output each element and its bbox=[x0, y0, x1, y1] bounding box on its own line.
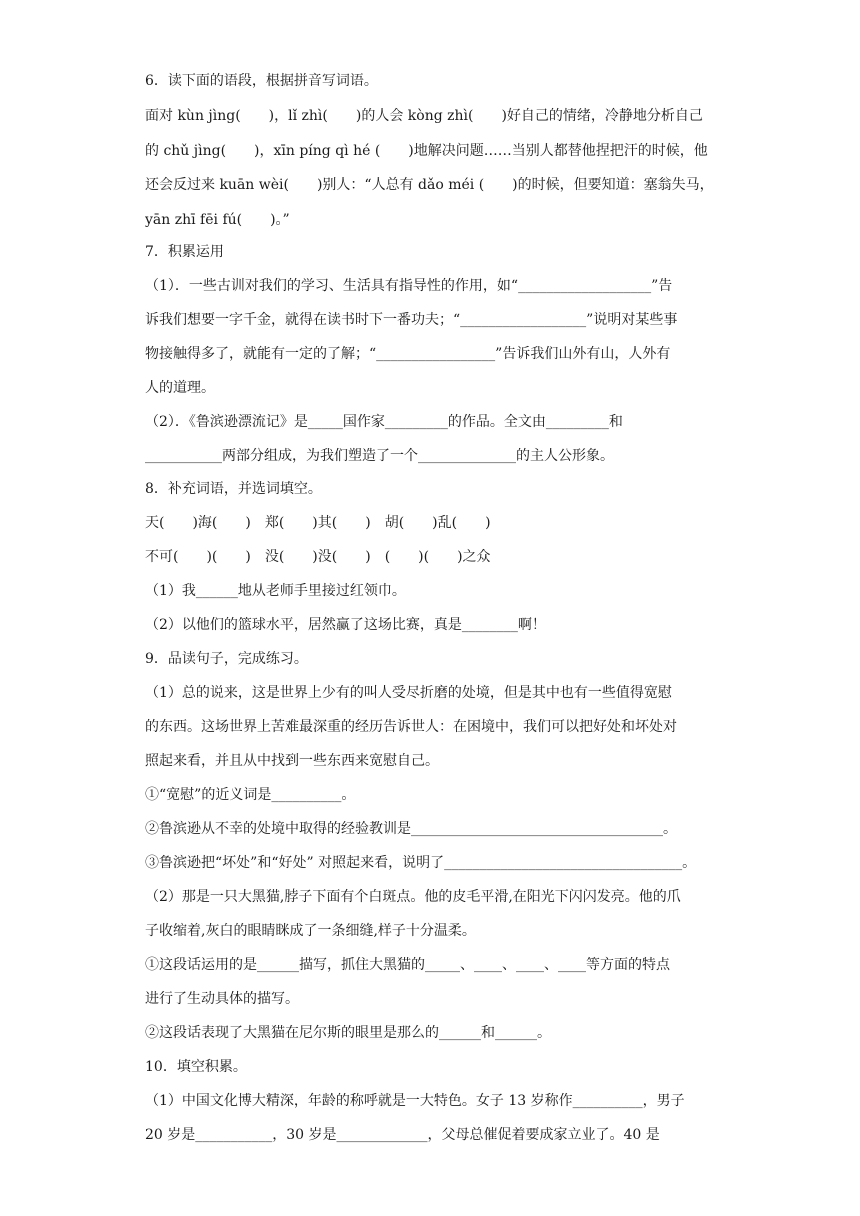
q7-p2-line-1: （2）．《鲁滨逊漂流记》是_____国作家_________的作品。全文由_________和 bbox=[145, 414, 623, 430]
q10-line-2: 20 岁是___________，30 岁是_____________，父母总催促着要成家立业了。40 是 bbox=[145, 1127, 660, 1143]
q9-sub2-line-3: ②这段话表现了大黑猫在尼尔斯的眼里是那么的______和______。 bbox=[145, 1025, 551, 1041]
q8-title: 8．补充词语，并选词填空。 bbox=[145, 481, 322, 497]
q10-line-1: （1）中国文化博大精深，年龄的称呼就是一大特色。女子 13 岁称作__________，男子 bbox=[145, 1093, 685, 1109]
q9-p2-line-2: 子收缩着,灰白的眼睛眯成了一条细缝,样子十分温柔。 bbox=[145, 923, 476, 939]
q6-line-4: yān zhī fēi fú( )。” bbox=[145, 212, 290, 228]
q8-sentence-1: （1）我______地从老师手里接过红领巾。 bbox=[145, 583, 406, 599]
q7-p1-line-1: （1）．一些古训对我们的学习、生活具有指导性的作用，如“___________________”告 bbox=[145, 278, 673, 294]
q9-p1-line-3: 照起来看，并且从中找到一些东西来宽慰自己。 bbox=[145, 753, 439, 769]
q10-title: 10．填空积累。 bbox=[145, 1059, 247, 1075]
q6-title: 6．读下面的语段，根据拼音写词语。 bbox=[145, 73, 378, 89]
q9-p1-line-2: 的东西。这场世界上苦难最深重的经历告诉世人：在困境中，我们可以把好处和坏处对 bbox=[145, 719, 677, 735]
q8-sentence-2: （2）以他们的篮球水平，居然赢了这场比赛，真是________啊！ bbox=[145, 617, 546, 633]
q7-p2-line-2: ___________两部分组成，为我们塑造了一个______________的主人公形象。 bbox=[145, 448, 614, 464]
q7-p1-line-4: 人的道理。 bbox=[145, 380, 215, 396]
q9-sub2-line-1: ①这段话运用的是______描写，抓住大黑猫的_____、____、____、____等方面的特点 bbox=[145, 957, 670, 973]
q6-line-1: 面对 kùn jìng( )，lǐ zhì( )的人会 kòng zhì( )好自己的情绪，冷静地分析自己 bbox=[145, 108, 703, 124]
q6-line-2: 的 chǔ jìng( )，xīn píng qì hé ( )地解决问题……当别人都替他捏把汗的时候，他 bbox=[145, 143, 708, 159]
q9-sub2-line-2: 进行了生动具体的描写。 bbox=[145, 991, 299, 1007]
q6-line-3: 还会反过来 kuān wèi( )别人：“人总有 dǎo méi ( )的时候，但要知道：塞翁失马， bbox=[145, 177, 714, 193]
q7-p1-line-3: 物接触得多了，就能有一定的了解；“_________________”告诉我们山外有山，人外有 bbox=[145, 346, 671, 362]
q9-sub1-line-3: ③鲁滨逊把“坏处”和“好处” 对照起来看，说明了__________________________________。 bbox=[145, 855, 697, 871]
q9-p2-line-1: （2）那是一只大黑猫,脖子下面有个白斑点。他的皮毛平滑,在阳光下闪闪发亮。他的爪 bbox=[145, 889, 681, 905]
q7-title: 7．积累运用 bbox=[145, 244, 224, 260]
q8-word-row-2: 不可( )( ) 没( )没( ) ( )( )之众 bbox=[145, 549, 491, 565]
q7-p1-line-2: 诉我们想要一字千金，就得在读书时下一番功夫；“__________________”说明对某些事 bbox=[145, 312, 678, 328]
q9-title: 9．品读句子，完成练习。 bbox=[145, 651, 308, 667]
q8-word-row-1: 天( )海( ) 郑( )其( ) 胡( )乱( ) bbox=[145, 515, 491, 531]
q9-sub1-line-1: ①“宽慰”的近义词是__________。 bbox=[145, 787, 356, 803]
q9-p1-line-1: （1）总的说来，这是世界上少有的叫人受尽折磨的处境，但是其中也有一些值得宽慰 bbox=[145, 685, 672, 701]
q9-sub1-line-2: ②鲁滨逊从不幸的处境中取得的经验教训是____________________________________。 bbox=[145, 821, 677, 837]
